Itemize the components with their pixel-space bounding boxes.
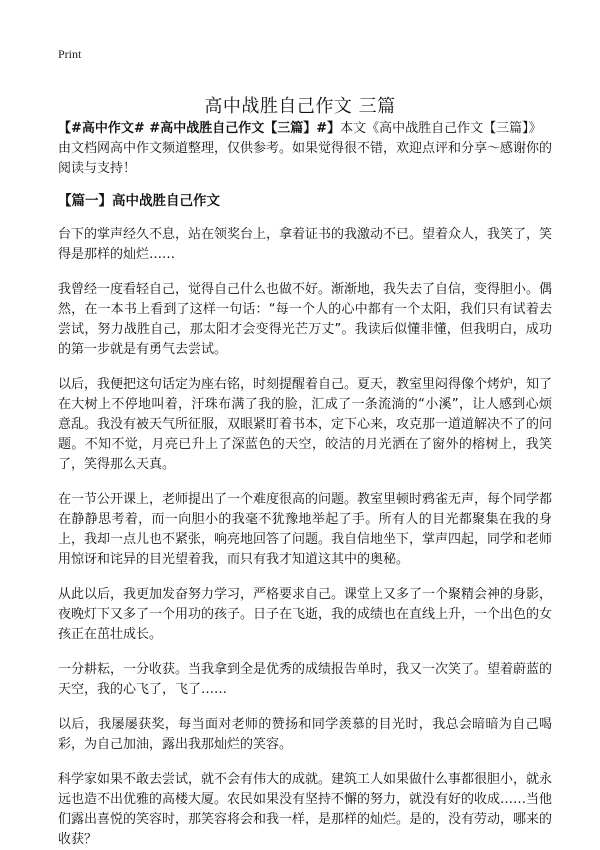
paragraph-7: 以后，我屡屡获奖，每当面对老师的赞扬和同学羡慕的目光时，我总会暗暗为自己喝彩，为自己加油，露出我那灿烂的笑容。 <box>58 717 552 752</box>
paragraph-1: 台下的掌声经久不息，站在领奖台上，拿着证书的我激动不已。望着众人，我笑了，笑得是那样的灿烂…… <box>58 227 553 262</box>
paragraph-8: 科学家如果不敢去尝试，就不会有伟大的成就。建筑工人如果做什么事都很胆小，就永远也造不出优雅的高楼大厦。农民如果没有坚持不懈的努力，就没有好的收成……当他们露出喜悦的笑容时，那笑容将会和我一样，是那样的灿烂。是的，没有劳动，哪来的收获？ <box>58 772 553 847</box>
paragraph-6: 一分耕耘，一分收获。当我拿到全是优秀的成绩报告单时，我又一次笑了。望着蔚蓝的天空，我的心飞了，飞了…… <box>58 662 553 697</box>
paragraph-5: 从此以后，我更加发奋努力学习，严格要求自己。课堂上又多了一个聚精会神的身影，夜晚灯下又多了一个用功的孩子。日子在飞逝，我的成绩也在直线上升，一个出色的女孩正在茁壮成长。 <box>58 587 553 642</box>
intro-text: 本文《高中战胜自己作文【三篇】》由文档网高中作文频道整理，仅供参考。如果觉得很不错，欢迎点评和分享～感谢你的阅读与支持！ <box>58 121 553 176</box>
print-link[interactable]: Print <box>58 47 82 61</box>
paragraph-4: 在一节公开课上，老师提出了一个难度很高的问题。教室里顿时鸦雀无声，每个同学都在静静思考着，而一向胆小的我毫不犹豫地举起了手。所有人的目光都聚集在我的身上，我却一点儿也不紧张，响亮地回答了问题。我自信地坐下，掌声四起，同学和老师用惊讶和诧异的目光望着我，而只有我才知道这其中的奥秘。 <box>58 492 553 567</box>
paragraph-2: 我曾经一度看轻自己，觉得自己什么也做不好。渐渐地，我失去了自信，变得胆小。偶然，在一本书上看到了这样一句话：“每一个人的心中都有一个太阳，我们只有试着去尝试，努力战胜自己，那太阳才会变得光芒万丈”。我读后似懂非懂，但我明白，成功的第一步就是有勇气去尝试。 <box>58 282 553 357</box>
paragraph-3: 以后，我便把这句话定为座右铭，时刻提醒着自己。夏天，教室里闷得像个烤炉，知了在大树上不停地叫着，汗珠布满了我的脸，汇成了一条流淌的“小溪”，让人感到心烦意乱。我没有被天气所征服，双眼紧盯着书本，定下心来，攻克那一道道解决不了的问题。不知不觉，月亮已升上了深蓝色的天空，皎洁的月光洒在了窗外的榕树上，我笑了，笑得那么天真。 <box>58 377 553 472</box>
intro-tags: 【#高中作文# #高中战胜自己作文【三篇】#】 <box>58 121 341 136</box>
section-heading: 【篇一】高中战胜自己作文 <box>58 193 220 209</box>
article-body <box>58 119 552 850</box>
intro-paragraph <box>58 119 552 179</box>
page-title: 高中战胜自己作文 三篇 <box>204 96 396 118</box>
